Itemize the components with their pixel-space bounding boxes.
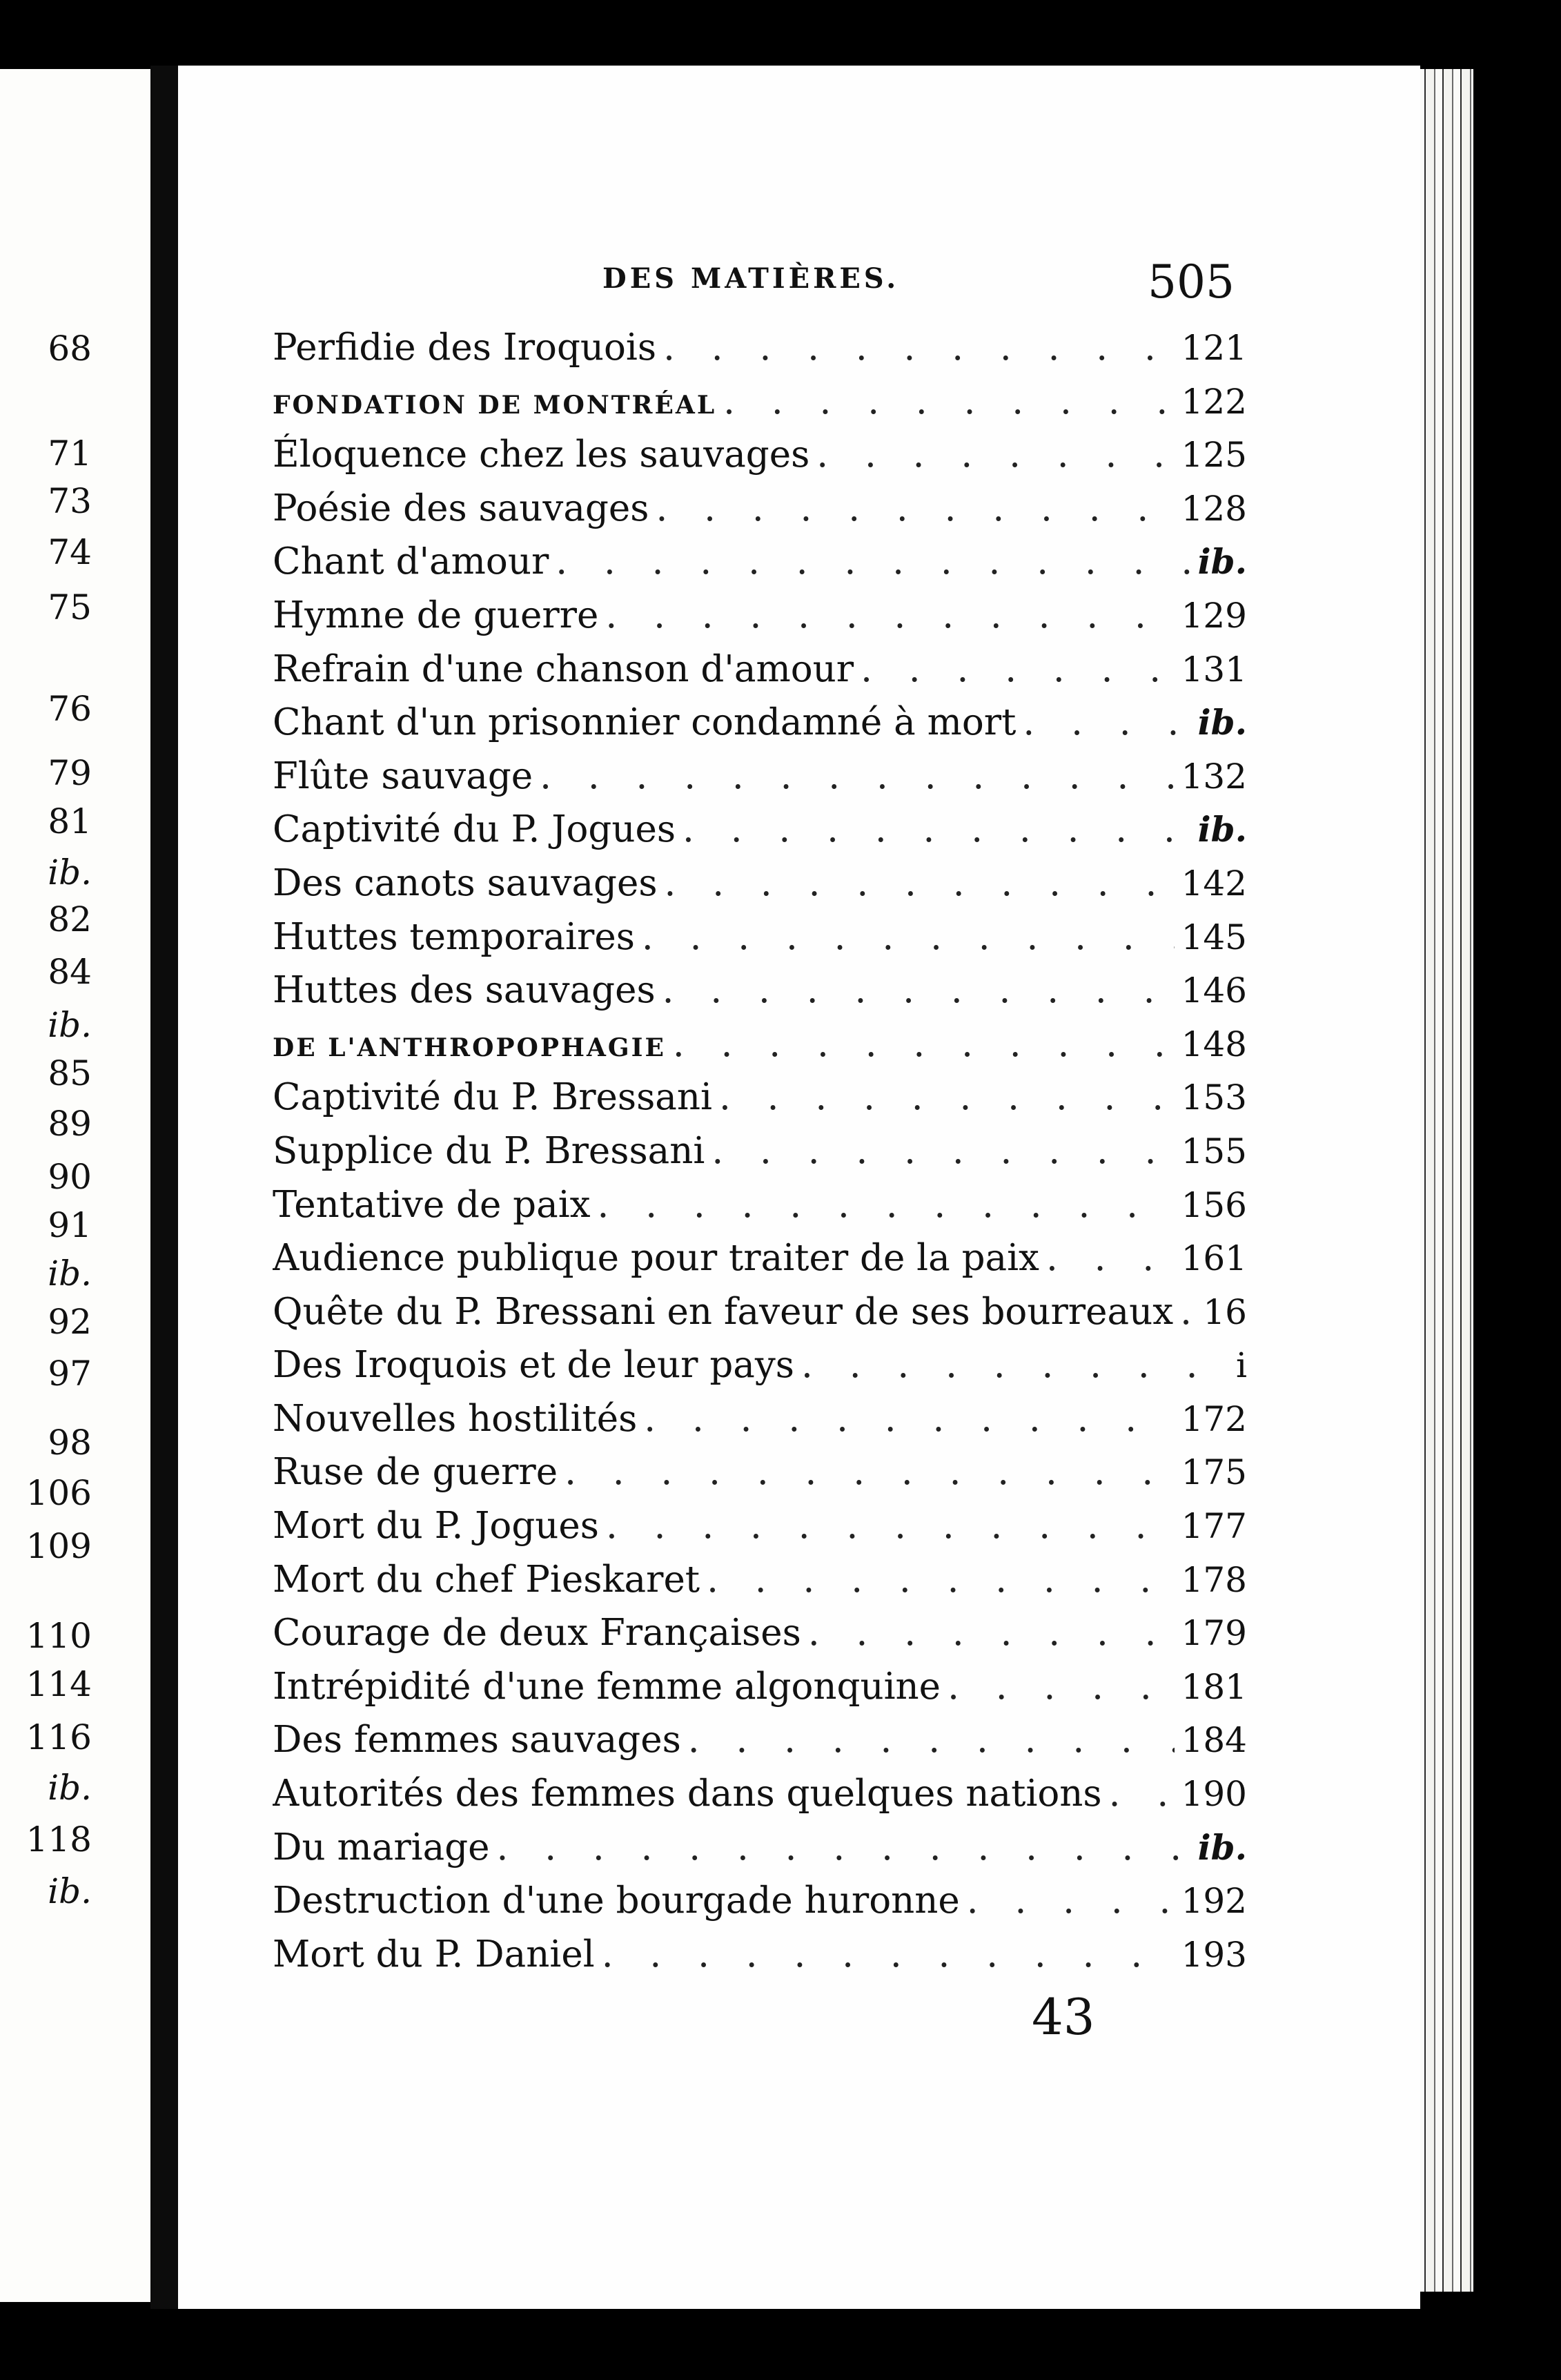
toc-entry-title: Chant d'un prisonnier condamné à mort [273, 701, 1017, 744]
toc-entry-title: Quête du P. Bressani en faveur de ses bourreaux [273, 1290, 1174, 1333]
left-page-number: 114 [26, 1664, 92, 1704]
toc-entry [273, 1023, 1247, 1077]
page-number: 505 [1148, 255, 1235, 309]
toc-entry [273, 326, 1247, 380]
toc-entry [273, 1130, 1247, 1184]
toc-entry [273, 1933, 1247, 1987]
left-page-number: ib. [48, 852, 92, 892]
dot-leader [665, 862, 1175, 904]
toc-entry-page: 181 [1181, 1666, 1247, 1707]
toc-entry-title: Mort du chef Pieskaret [273, 1558, 700, 1601]
toc-entry [273, 1505, 1247, 1559]
dot-leader [688, 1719, 1175, 1761]
toc-entry-title: Huttes temporaires [273, 915, 635, 958]
dot-leader [707, 1559, 1174, 1601]
toc-entry-page: 153 [1181, 1077, 1247, 1118]
toc-entry-title: Audience publique pour traiter de la paix [273, 1237, 1039, 1280]
toc-entry [273, 1719, 1247, 1773]
toc-entry [273, 1291, 1247, 1345]
toc-entry-page: 129 [1181, 595, 1247, 636]
toc-entry [273, 1559, 1247, 1612]
toc-entry-page: 161 [1181, 1238, 1247, 1279]
toc-entry [273, 1666, 1247, 1719]
dot-leader [598, 1184, 1175, 1226]
toc-entry-page: 156 [1181, 1184, 1247, 1225]
toc-entry-title: Autorités des femmes dans quelques nations [273, 1773, 1102, 1815]
toc-entry-page: 132 [1181, 756, 1247, 797]
toc-entry-page: 178 [1181, 1559, 1247, 1600]
left-page-number: 79 [48, 753, 92, 793]
dot-leader [816, 433, 1174, 476]
toc-entry-title: Mort du P. Daniel [273, 1933, 595, 1976]
toc-entry [273, 1398, 1247, 1452]
left-page-number: 71 [48, 433, 92, 474]
toc-entry [273, 1076, 1247, 1130]
toc-entry-title: DE L'ANTHROPOPHAGIE [273, 1033, 666, 1062]
dot-leader [605, 594, 1174, 636]
left-page-number: ib. [48, 1768, 92, 1808]
left-page-number: ib. [48, 1254, 92, 1294]
toc-entry-title: Des femmes sauvages [273, 1719, 681, 1762]
table-of-contents [273, 326, 1247, 1987]
toc-entry-title: Poésie des sauvages [273, 487, 649, 529]
dot-leader [556, 540, 1190, 583]
toc-entry-title: Des Iroquois et de leur pays [273, 1344, 795, 1387]
left-page-number: 68 [48, 329, 92, 369]
dot-leader [606, 1505, 1175, 1547]
dot-leader [719, 1076, 1175, 1118]
toc-entry-page: 190 [1181, 1774, 1247, 1815]
left-page-fragment [0, 69, 150, 2302]
left-page-number: 82 [48, 899, 92, 939]
toc-entry [273, 1237, 1247, 1291]
toc-entry [273, 701, 1247, 755]
left-page-number: 90 [48, 1157, 92, 1197]
toc-entry-page: i [1236, 1345, 1247, 1386]
toc-entry [273, 969, 1247, 1023]
toc-entry-page: 146 [1181, 970, 1247, 1011]
toc-entry-title: Destruction d'une bourgade huronne [273, 1880, 960, 1922]
toc-entry-page: 172 [1181, 1398, 1247, 1439]
toc-entry-title: Chant d'amour [273, 540, 549, 583]
toc-entry [273, 1344, 1247, 1398]
dot-leader [683, 808, 1191, 850]
toc-entry [273, 755, 1247, 809]
toc-entry-page: 121 [1181, 328, 1247, 368]
toc-entry [273, 1184, 1247, 1238]
dot-leader [1109, 1773, 1175, 1815]
toc-entry-title: FONDATION DE MONTRÉAL [273, 390, 717, 420]
toc-entry-page: ib. [1197, 1826, 1247, 1868]
toc-entry-title: Du mariage [273, 1826, 490, 1869]
toc-entry-title: Captivité du P. Jogues [273, 808, 676, 851]
dot-leader [642, 916, 1175, 958]
toc-entry-title: Captivité du P. Bressani [273, 1076, 712, 1119]
dot-leader [808, 1612, 1175, 1654]
left-page-number: 109 [26, 1526, 92, 1566]
toc-entry-title: Tentative de paix [273, 1183, 591, 1226]
toc-entry-page: 128 [1181, 488, 1247, 529]
left-page-number: 106 [26, 1473, 92, 1513]
toc-entry [273, 1612, 1247, 1666]
toc-entry [273, 808, 1247, 862]
toc-entry-page: ib. [1197, 809, 1247, 850]
toc-entry [273, 380, 1247, 434]
toc-entry-title: Huttes des sauvages [273, 969, 656, 1012]
toc-entry-page: 193 [1181, 1934, 1247, 1975]
left-page-number: 118 [26, 1820, 92, 1860]
left-page-number: 91 [48, 1205, 92, 1245]
toc-entry [273, 1451, 1247, 1505]
left-page-number: 73 [48, 481, 92, 521]
dot-leader [1046, 1237, 1175, 1279]
book-gutter [150, 66, 178, 2309]
running-head: DES MATIÈRES. [602, 262, 900, 295]
toc-entry [273, 433, 1247, 487]
dot-leader [1023, 701, 1190, 743]
toc-entry-page: 142 [1181, 863, 1247, 904]
toc-entry-page: ib. [1197, 541, 1247, 583]
toc-entry-page: 125 [1181, 435, 1247, 476]
left-page-number: 89 [48, 1104, 92, 1144]
toc-entry-page: 177 [1181, 1506, 1247, 1547]
dot-leader [711, 1130, 1174, 1172]
left-page-number: 76 [48, 689, 92, 729]
toc-entry-title: Intrépidité d'une femme algonquine [273, 1665, 941, 1708]
toc-entry-title: Flûte sauvage [273, 754, 533, 797]
left-page-number: 84 [48, 952, 92, 992]
toc-entry-title: Courage de deux Françaises [273, 1612, 801, 1655]
toc-entry-title: Mort du P. Jogues [273, 1505, 599, 1548]
toc-entry-page: 192 [1181, 1881, 1247, 1922]
dot-leader [564, 1451, 1175, 1493]
toc-entry-page: 184 [1181, 1720, 1247, 1761]
left-page-number: 92 [48, 1302, 92, 1342]
dot-leader [663, 326, 1175, 369]
left-page-number: 74 [48, 532, 92, 572]
left-page-number: 75 [48, 587, 92, 627]
toc-entry-page: 122 [1181, 381, 1247, 422]
toc-entry-page: 148 [1181, 1024, 1247, 1064]
toc-entry-title: Des canots sauvages [273, 861, 658, 904]
dot-leader [801, 1344, 1229, 1386]
left-page-number: 110 [26, 1616, 92, 1656]
left-page-number: 97 [48, 1354, 92, 1394]
toc-entry-title: Éloquence chez les sauvages [273, 433, 810, 476]
main-page [178, 66, 1420, 2309]
left-page-number: 85 [48, 1053, 92, 1093]
dot-leader [602, 1933, 1175, 1976]
dot-leader [673, 1023, 1175, 1065]
toc-entry [273, 487, 1247, 541]
toc-entry-title: Refrain d'une chanson d'amour [273, 647, 854, 690]
toc-entry [273, 594, 1247, 648]
dot-leader [540, 755, 1174, 797]
toc-entry-title: Supplice du P. Bressani [273, 1129, 705, 1172]
dot-leader [967, 1880, 1175, 1922]
toc-entry-title: Perfidie des Iroquois [273, 326, 657, 369]
toc-entry-title: Hymne de guerre [273, 594, 599, 636]
toc-entry [273, 540, 1247, 594]
dot-leader [1180, 1291, 1196, 1333]
toc-entry-page: ib. [1197, 702, 1247, 743]
toc-entry-page: 179 [1181, 1613, 1247, 1654]
dot-leader [861, 648, 1174, 690]
toc-entry-page: 131 [1181, 649, 1247, 690]
dot-leader [948, 1666, 1175, 1708]
toc-entry [273, 862, 1247, 916]
toc-entry-page: 175 [1181, 1452, 1247, 1493]
toc-entry [273, 648, 1247, 702]
left-page-number: 98 [48, 1423, 92, 1463]
toc-entry-title: Nouvelles hostilités [273, 1397, 638, 1440]
toc-entry [273, 1880, 1247, 1933]
signature-mark: 43 [1032, 1988, 1095, 2046]
left-page-number: ib. [48, 1871, 92, 1911]
toc-entry-page: 155 [1181, 1131, 1247, 1171]
dot-leader [662, 969, 1175, 1011]
dot-leader [723, 380, 1174, 422]
left-page-number: ib. [48, 1005, 92, 1045]
toc-entry-page: 16 [1203, 1291, 1247, 1332]
left-page-number: 116 [26, 1717, 92, 1757]
toc-entry [273, 1826, 1247, 1880]
toc-entry-title: Ruse de guerre [273, 1451, 558, 1494]
toc-entry [273, 1773, 1247, 1826]
left-page-number: 81 [48, 801, 92, 841]
dot-leader [656, 487, 1174, 529]
toc-entry-page: 145 [1181, 917, 1247, 957]
toc-entry [273, 916, 1247, 970]
dot-leader [644, 1398, 1174, 1440]
dot-leader [497, 1826, 1191, 1869]
